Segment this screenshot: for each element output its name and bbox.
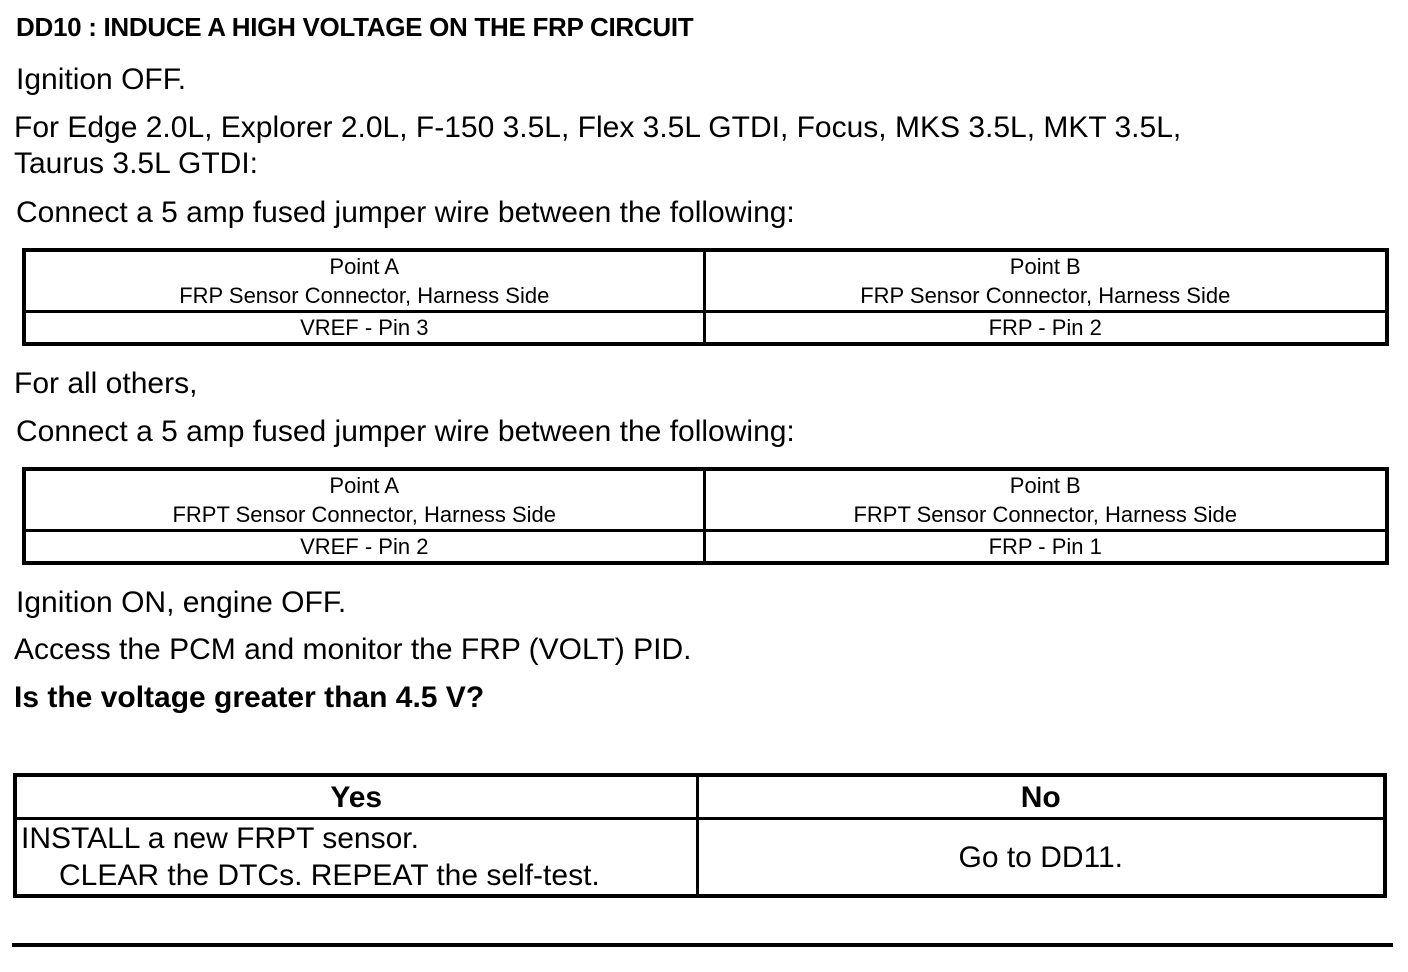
vehicles-line-2: Taurus 3.5L GTDI: <box>14 147 258 180</box>
point-b-header <box>704 250 1387 312</box>
for-all-others-text: For all others, <box>14 367 198 400</box>
connect-instruction-1: Connect a 5 amp fused jumper wire between the following: <box>16 196 795 229</box>
result-table <box>13 773 1387 898</box>
point-a-pin: VREF - Pin 3 <box>24 312 704 345</box>
test-question: Is the voltage greater than 4.5 V? <box>14 681 485 714</box>
step-title: DD10 : INDUCE A HIGH VOLTAGE ON THE FRP CIRCUIT <box>16 12 694 42</box>
jumper-table-1 <box>22 248 1389 346</box>
yes-action-line-1: INSTALL a new FRPT sensor. <box>21 822 419 855</box>
ignition-on-text: Ignition ON, engine OFF. <box>16 586 347 619</box>
point-b-label: Point B <box>1009 254 1081 279</box>
connect-instruction-2: Connect a 5 amp fused jumper wire between the following: <box>16 415 795 448</box>
point-b-label: Point B <box>1009 473 1081 498</box>
table-row <box>24 531 1387 564</box>
ignition-off-text: Ignition OFF. <box>16 63 187 96</box>
yes-action-line-2: CLEAR the DTCs. REPEAT the self-test. <box>59 859 600 892</box>
jumper-table-2 <box>22 467 1389 565</box>
table-row <box>24 469 1387 531</box>
yes-header: Yes <box>15 775 697 819</box>
bottom-divider <box>12 943 1393 947</box>
access-pcm-text: Access the PCM and monitor the FRP (VOLT) PID. <box>14 633 692 666</box>
point-b-location: FRPT Sensor Connector, Harness Side <box>853 502 1238 527</box>
point-a-header <box>24 250 704 312</box>
point-a-header <box>24 469 704 531</box>
table-row <box>15 819 1385 897</box>
point-b-pin: FRP - Pin 2 <box>704 312 1387 345</box>
point-a-location: FRP Sensor Connector, Harness Side <box>179 283 550 308</box>
point-a-label: Point A <box>329 473 400 498</box>
yes-action <box>15 819 697 897</box>
table-row <box>24 250 1387 312</box>
no-action: Go to DD11. <box>697 819 1385 897</box>
point-a-label: Point A <box>329 254 400 279</box>
vehicles-line-1: For Edge 2.0L, Explorer 2.0L, F-150 3.5L, Flex 3.5L GTDI, Focus, MKS 3.5L, MKT 3.5L, <box>14 111 1182 144</box>
no-header: No <box>697 775 1385 819</box>
point-a-pin: VREF - Pin 2 <box>24 531 704 564</box>
point-b-pin: FRP - Pin 1 <box>704 531 1387 564</box>
point-a-location: FRPT Sensor Connector, Harness Side <box>172 502 557 527</box>
table-row <box>24 312 1387 345</box>
table-row <box>15 775 1385 819</box>
point-b-header <box>704 469 1387 531</box>
point-b-location: FRP Sensor Connector, Harness Side <box>860 283 1231 308</box>
